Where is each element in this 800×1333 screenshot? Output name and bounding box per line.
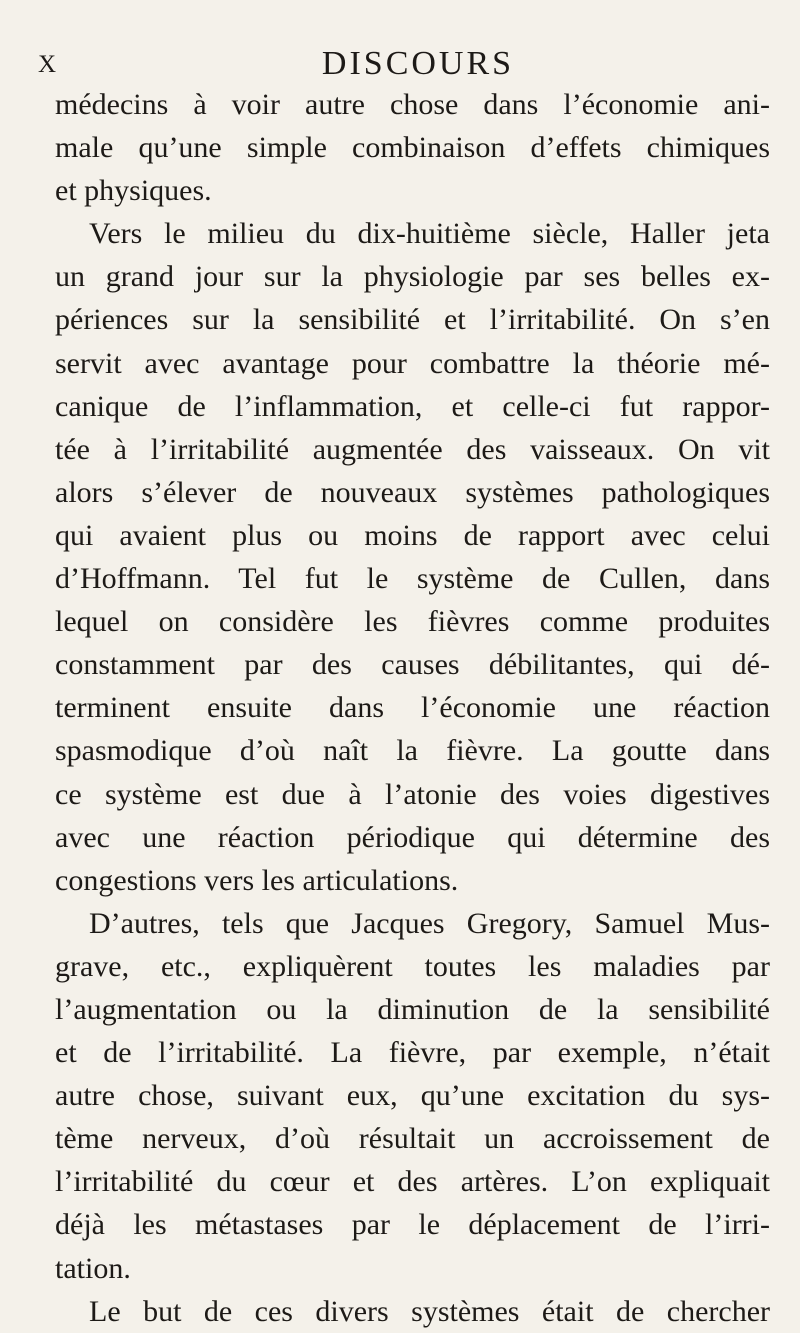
text-line: D’autres, tels que Jacques Gregory, Samuel Mus- bbox=[89, 906, 770, 940]
text-line: l’irritabilité du cœur et des artères. L’on expliquait bbox=[55, 1165, 770, 1199]
text-line: tème nerveux, d’où résultait un accroissement de bbox=[55, 1122, 770, 1156]
text-line: male qu’une simple combinaison d’effets chimiques bbox=[55, 131, 770, 165]
text-line: avec une réaction périodique qui détermine des bbox=[55, 820, 770, 854]
text-line: périences sur la sensibilité et l’irritabilité. On s’en bbox=[55, 303, 770, 337]
text-line: un grand jour sur la physiologie par ses belles ex- bbox=[55, 260, 770, 294]
text-line: médecins à voir autre chose dans l’économie ani- bbox=[55, 88, 770, 121]
text-line: terminent ensuite dans l’économie une réaction bbox=[55, 691, 770, 725]
page-number: X bbox=[38, 51, 58, 78]
text-line: ce système est due à l’atonie des voies digestives bbox=[55, 777, 770, 811]
text-line: tation. bbox=[55, 1251, 131, 1285]
text-line: congestions vers les articulations. bbox=[55, 863, 459, 897]
running-head: DISCOURS bbox=[321, 45, 515, 82]
text-line: canique de l’inflammation, et celle-ci fut rappor- bbox=[55, 389, 770, 423]
text-line: qui avaient plus ou moins de rapport avec celui bbox=[55, 518, 770, 552]
text-line: grave, etc., expliquèrent toutes les maladies par bbox=[55, 949, 770, 983]
text-line: tée à l’irritabilité augmentée des vaisseaux. On vit bbox=[55, 432, 770, 466]
text-line: servit avec avantage pour combattre la théorie mé- bbox=[55, 346, 770, 380]
text-line: d’Hoffmann. Tel fut le système de Cullen, dans bbox=[55, 562, 770, 596]
text-line: et physiques. bbox=[55, 174, 212, 208]
text-line: spasmodique d’où naît la fièvre. La goutte dans bbox=[55, 734, 770, 768]
text-line: et de l’irritabilité. La fièvre, par exemple, n’était bbox=[55, 1036, 770, 1070]
text-line: alors s’élever de nouveaux systèmes pathologiques bbox=[55, 475, 770, 509]
text-line: Le but de ces divers systèmes était de chercher bbox=[89, 1294, 770, 1328]
text-line: déjà les métastases par le déplacement de l’irri- bbox=[55, 1208, 770, 1242]
text-line: constamment par des causes débilitantes, qui dé- bbox=[55, 648, 770, 682]
text-line: lequel on considère les fièvres comme produites bbox=[55, 605, 770, 639]
text-line: Vers le milieu du dix-huitième siècle, Haller jeta bbox=[89, 217, 770, 251]
body-text bbox=[55, 83, 770, 1333]
text-line: autre chose, suivant eux, qu’une excitation du sys- bbox=[55, 1079, 770, 1113]
text-line: l’augmentation ou la diminution de la sensibilité bbox=[55, 992, 770, 1026]
